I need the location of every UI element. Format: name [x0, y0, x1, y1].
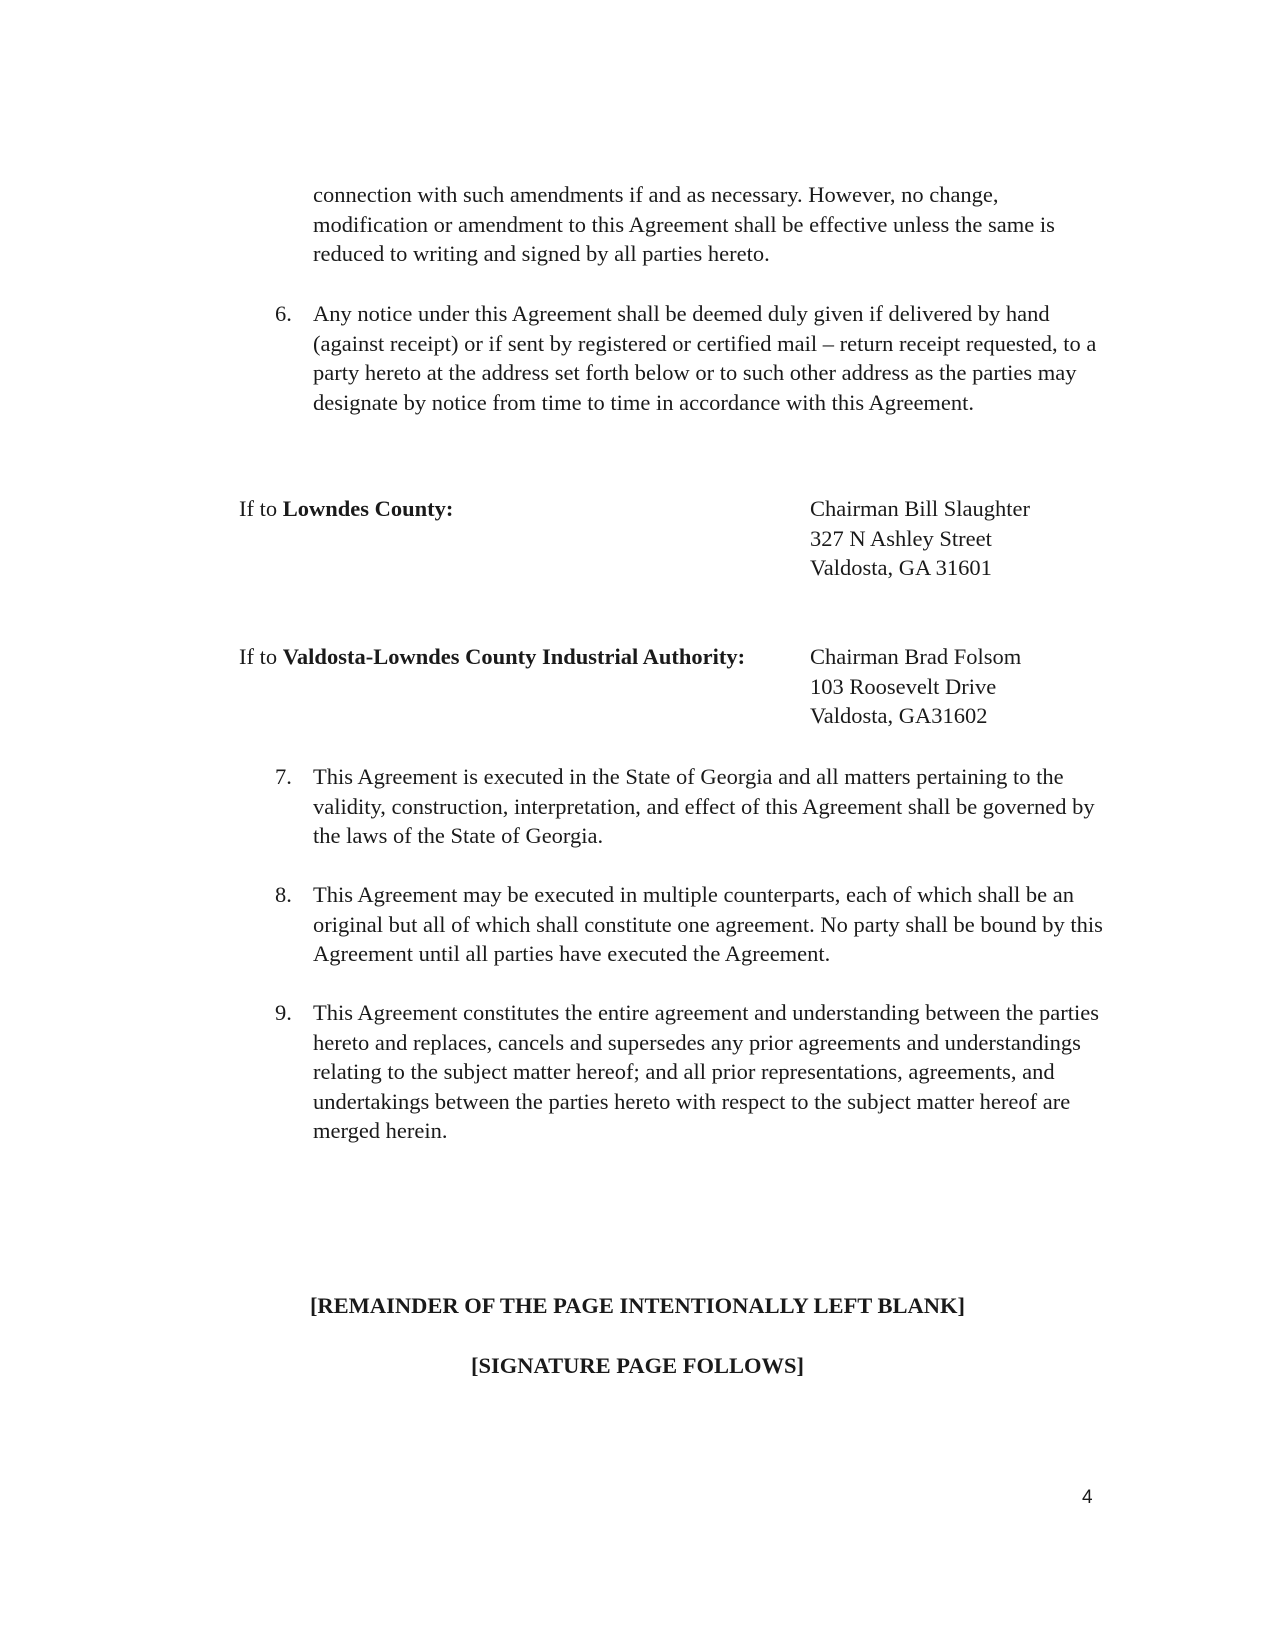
address-line: Valdosta, GA 31601 [810, 555, 992, 580]
notice-party-prefix: If to [239, 644, 283, 669]
address-line: 327 N Ashley Street [810, 525, 992, 551]
address-line: Chairman Bill Slaughter [810, 496, 1030, 521]
page-number: 4 [1082, 1487, 1093, 1508]
notice-party-lowndes-label [239, 494, 453, 524]
item-9-number: 9. [275, 1000, 292, 1025]
item-9-text: This Agreement constitutes the entire agreement and understanding between the parties hereto and replaces, cancels and supersedes any prior agreements and understandings relating to the subject matter hereof; and all prior representations, agreements, and undertakings between the parties hereto with respect to the subject matter hereof are merged herein. [313, 1000, 1099, 1143]
address-line: Chairman Brad Folsom [810, 644, 1022, 669]
item-8-number: 8. [275, 882, 292, 907]
remainder-blank-notice: [REMAINDER OF THE PAGE INTENTIONALLY LEFT BLANK] [309, 1293, 966, 1318]
notice-party-lowndes-address [810, 494, 1030, 583]
notice-party-authority-label [239, 642, 745, 672]
item-7-text: This Agreement is executed in the State of Georgia and all matters pertaining to the validity, construction, interpretation, and effect of this Agreement shall be governed by the laws of the State of Georgia. [313, 764, 1095, 848]
notice-party-name: Valdosta-Lowndes County Industrial Authority: [282, 644, 746, 669]
notice-party-authority-address [810, 642, 1021, 731]
notice-party-prefix: If to [239, 496, 283, 521]
address-line: 103 Roosevelt Drive [810, 673, 997, 699]
notice-party-name: Lowndes County: [282, 496, 454, 521]
item-8-text: This Agreement may be executed in multiple counterparts, each of which shall be an original but all of which shall constitute one agreement. No party shall be bound by this Agreement until all parties have executed the Agreement. [313, 882, 1103, 966]
item-6-text: Any notice under this Agreement shall be deemed duly given if delivered by hand (against receipt) or if sent by registered or certified mail – return receipt requested, to a party hereto at the address set forth below or to such other address as the parties may designate by notice from time to time in accordance with this Agreement. [313, 301, 1097, 415]
item-6-number: 6. [275, 301, 292, 326]
signature-page-notice: [SIGNATURE PAGE FOLLOWS] [471, 1353, 804, 1378]
address-line: Valdosta, GA31602 [810, 703, 988, 728]
continuation-paragraph: connection with such amendments if and as necessary. However, no change, modification or amendment to this Agreement shall be effective unless the same is reduced to writing and signed by all parties hereto. [313, 182, 1055, 266]
item-7-number: 7. [275, 764, 292, 789]
